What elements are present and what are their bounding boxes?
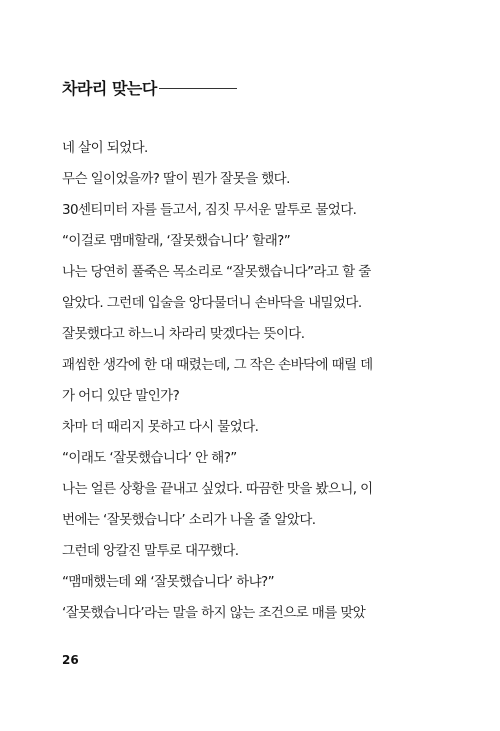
text-line: 나는 얼른 상황을 끝내고 싶었다. 따끔한 맛을 봤으니, 이 [62,481,373,497]
text-line: “이걸로 맴매할래, ‘잘못했습니다’ 할래?” [62,233,291,249]
text-line: 그런데 앙칼진 말투로 대꾸했다. [62,543,239,559]
section-heading [62,76,237,99]
text-line: ‘잘못했습니다’라는 말을 하지 않는 조건으로 매를 맞았 [62,605,366,621]
text-line: 나는 당연히 풀죽은 목소리로 “잘못했습니다”라고 할 줄 [62,264,371,280]
body-text [62,133,407,629]
text-line: 30센티미터 자를 들고서, 짐짓 무서운 말투로 물었다. [62,202,357,218]
text-line: “이래도 ‘잘못했습니다’ 안 해?” [62,450,237,466]
text-line: 네 살이 되었다. [62,140,148,156]
text-line: 잘못했다고 하느니 차라리 맞겠다는 뜻이다. [62,326,305,342]
page-number: 26 [62,653,79,667]
title-rule [159,88,237,89]
text-line: “맴매했는데 왜 ‘잘못했습니다’ 하냐?” [62,574,274,590]
text-line: 괘씸한 생각에 한 대 때렸는데, 그 작은 손바닥에 때릴 데 [62,357,373,373]
section-title: 차라리 맞는다 [62,79,157,98]
text-line: 무슨 일이었을까? 딸이 뭔가 잘못을 했다. [62,171,290,187]
text-line: 알았다. 그런데 입술을 앙다물더니 손바닥을 내밀었다. [62,295,362,311]
text-line: 가 어디 있단 말인가? [62,388,180,404]
text-line: 번에는 ‘잘못했습니다’ 소리가 나올 줄 알았다. [62,512,316,528]
text-line: 차마 더 때리지 못하고 다시 물었다. [62,419,259,435]
